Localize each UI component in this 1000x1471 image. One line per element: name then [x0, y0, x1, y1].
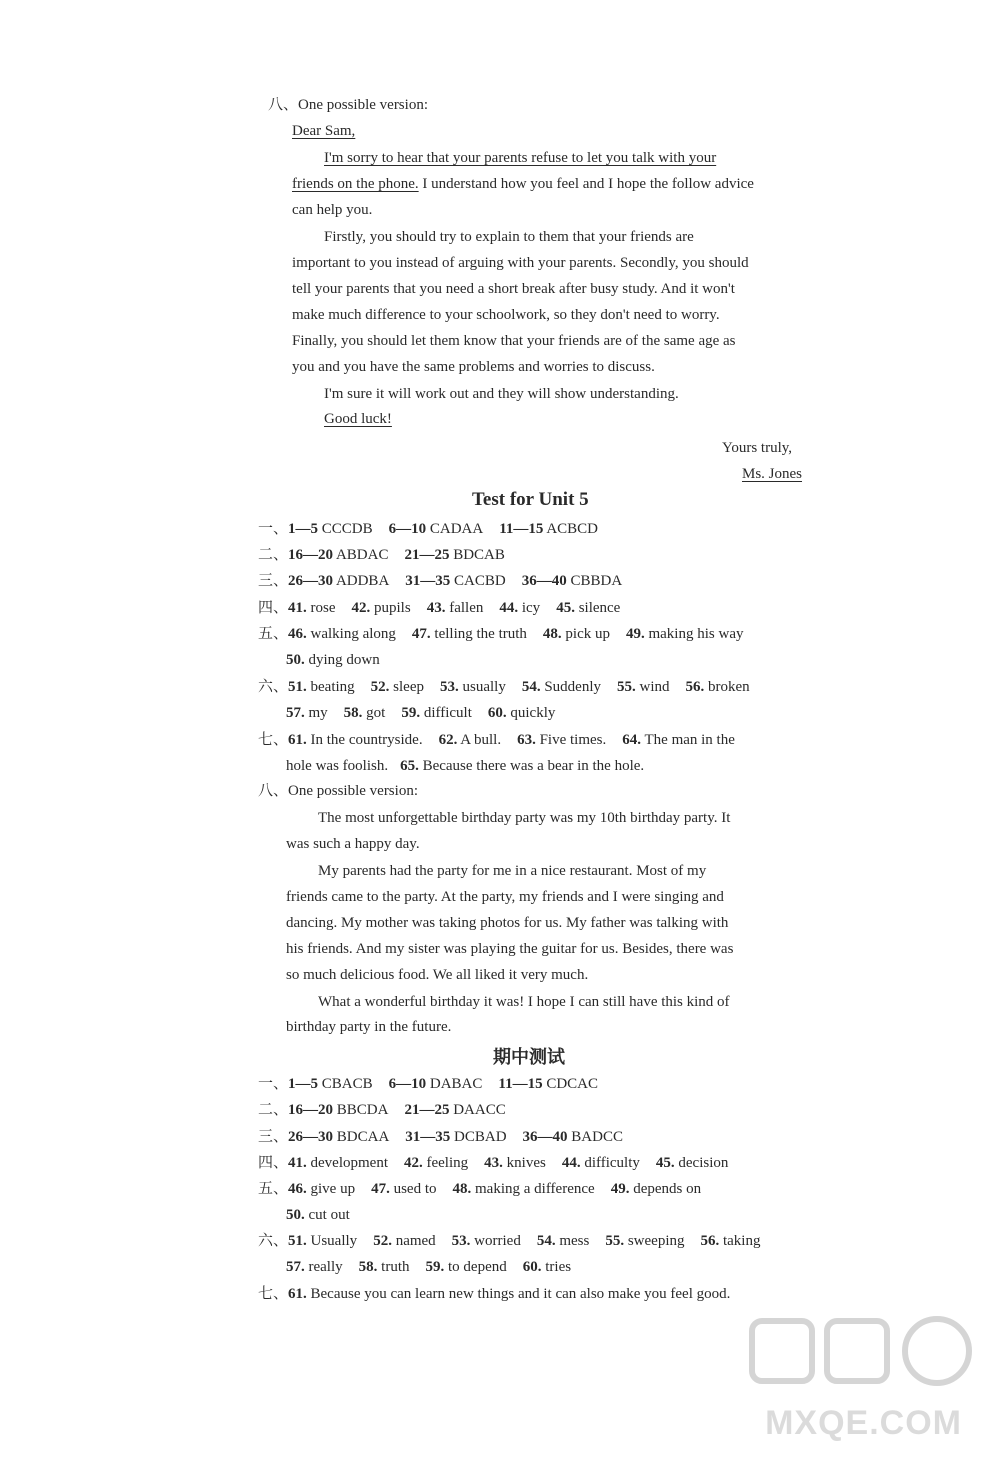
- question-number: 31—35: [405, 573, 451, 589]
- answer-value: named: [391, 1233, 436, 1249]
- answer-value: CADAA: [426, 521, 484, 537]
- answer-group: [405, 1127, 506, 1147]
- letter-p1-line1: [324, 148, 716, 168]
- answer-value: mess: [555, 1233, 590, 1249]
- question-number: 59.: [425, 1259, 445, 1275]
- answer-value: CBBDA: [566, 573, 623, 589]
- question-number: 31—35: [405, 1129, 451, 1145]
- question-number: 41.: [288, 600, 307, 616]
- answer-value: truth: [377, 1259, 410, 1275]
- question-number: 1—5: [288, 1076, 319, 1092]
- question-number: 64.: [622, 732, 642, 748]
- answer-group: [626, 624, 744, 644]
- watermark-logo-icon: [742, 1311, 982, 1411]
- answer-value: fallen: [445, 600, 484, 616]
- answer-value: to depend: [444, 1259, 507, 1275]
- answer-value: The man in the: [641, 732, 735, 748]
- question-number: 44.: [499, 600, 519, 616]
- section-label: 一、: [258, 1076, 289, 1092]
- answer-value: usually: [458, 679, 506, 695]
- answer-group: [405, 571, 505, 591]
- answer-group: [286, 703, 328, 723]
- answer-group: [484, 1153, 546, 1173]
- answer-group: [537, 1231, 590, 1251]
- section-label: 二、: [258, 1102, 289, 1118]
- answer-group: [522, 677, 601, 697]
- answer-group: [622, 730, 735, 750]
- essay-line: birthday party in the future.: [286, 1019, 452, 1035]
- answer-value: wind: [635, 679, 670, 695]
- answer-value: Because there was a bear in the hole.: [418, 758, 645, 774]
- answer-group: [517, 730, 606, 750]
- answer-group: [344, 703, 386, 723]
- text: I understand how you feel and I hope the follow advice: [418, 176, 754, 192]
- section-label: 二、: [258, 547, 289, 563]
- answer-group: [288, 1074, 373, 1094]
- question-number: 55.: [617, 679, 636, 695]
- question-number: 43.: [426, 600, 446, 616]
- answer-group: [371, 1179, 436, 1199]
- answer-group: [288, 1231, 357, 1251]
- question-number: 57.: [286, 1259, 305, 1275]
- answer-group: [426, 1257, 507, 1277]
- question-number: 41.: [288, 1155, 307, 1171]
- answer-group: [686, 677, 750, 697]
- answer-group: [288, 1179, 355, 1199]
- question-number: 52.: [373, 1233, 392, 1249]
- question-number: 47.: [371, 1181, 390, 1197]
- answer-value: telling the truth: [430, 626, 527, 642]
- question-number: 44.: [561, 1155, 581, 1171]
- answer-row: [258, 1153, 736, 1173]
- underlined-text: friends on the phone.: [292, 176, 419, 192]
- section-label: 七、: [258, 1286, 289, 1302]
- section-label: 七、: [258, 732, 289, 748]
- answer-value: worried: [470, 1233, 521, 1249]
- answer-group: [427, 598, 484, 618]
- answer-value: BBCDA: [333, 1102, 389, 1118]
- question-number: 60.: [487, 705, 507, 721]
- answer-group: [400, 756, 644, 776]
- letter-salutation: Dear Sam,: [292, 123, 356, 139]
- section-label: 六、: [258, 679, 289, 695]
- answer-value: walking along: [306, 626, 396, 642]
- section-label: 三、: [258, 1129, 289, 1145]
- question-number: 16—20: [288, 547, 334, 563]
- answer-row: [286, 703, 563, 723]
- essay-line: What a wonderful birthday it was! I hope I can still have this kind of: [318, 994, 730, 1010]
- answer-value: sweeping: [624, 1233, 685, 1249]
- answer-value: DCBAD: [450, 1129, 507, 1145]
- answer-value: feeling: [422, 1155, 469, 1171]
- answer-row: [258, 1284, 738, 1304]
- answer-group: [617, 677, 670, 697]
- question-number: 50.: [286, 1207, 305, 1223]
- letter-p2-line: you and you have the same problems and worries to discuss.: [292, 359, 655, 375]
- answer-value: pick up: [561, 626, 610, 642]
- question-number: 49.: [610, 1181, 630, 1197]
- letter-p2-line: Firstly, you should try to explain to them that your friends are: [324, 229, 694, 245]
- question-number: 11—15: [498, 1076, 543, 1092]
- letter-p1-line2: [292, 174, 754, 194]
- question-number: 57.: [286, 705, 305, 721]
- answer-value: CCCDB: [318, 521, 373, 537]
- answer-group: [700, 1231, 760, 1251]
- question-number: 11—15: [499, 521, 544, 537]
- answer-value: used to: [389, 1181, 437, 1197]
- question-number: 26—30: [288, 1129, 334, 1145]
- section-label: 四、: [258, 1155, 289, 1171]
- answer-row: [286, 1257, 579, 1277]
- question-number: 61.: [288, 732, 307, 748]
- question-number: 59.: [401, 705, 421, 721]
- question-number: 6—10: [388, 1076, 427, 1092]
- question-number: 21—25: [404, 1102, 450, 1118]
- answer-row: [258, 1231, 768, 1251]
- answer-group: [522, 571, 622, 591]
- letter-p2-line: make much difference to your schoolwork, so they don't need to worry.: [292, 307, 720, 323]
- answer-value: pupils: [370, 600, 411, 616]
- answer-group: [453, 1179, 595, 1199]
- answer-row: [258, 571, 630, 591]
- question-number: 63.: [517, 732, 536, 748]
- question-number: 49.: [625, 626, 645, 642]
- question-number: 21—25: [404, 547, 450, 563]
- question-number: 51.: [288, 679, 307, 695]
- question-number: 36—40: [521, 573, 567, 589]
- answer-value: CDCAC: [542, 1076, 599, 1092]
- answer-group: [288, 677, 355, 697]
- letter-signature: Ms. Jones: [742, 466, 803, 482]
- answer-group: [286, 650, 380, 670]
- watermark-text: MXQE.COM: [765, 1404, 962, 1442]
- answer-group: [412, 624, 527, 644]
- answer-value: In the countryside.: [306, 732, 423, 748]
- answer-row: [258, 1127, 631, 1147]
- letter-heading: 八、One possible version:: [268, 97, 428, 113]
- answer-value: sleep: [389, 679, 424, 695]
- question-number: 48.: [452, 1181, 472, 1197]
- answer-group: [288, 624, 396, 644]
- answer-group: [404, 545, 504, 565]
- essay-heading: 八、One possible version:: [258, 783, 418, 799]
- answer-value: decision: [674, 1155, 729, 1171]
- letter-p3: I'm sure it will work out and they will show understanding.: [324, 386, 679, 402]
- answer-group: [288, 519, 373, 539]
- answer-group: [373, 1231, 435, 1251]
- answer-value: difficulty: [580, 1155, 640, 1171]
- answer-row: [258, 730, 743, 750]
- answer-text: hole was foolish.: [286, 758, 389, 774]
- answer-value: ABDAC: [333, 547, 389, 563]
- section-label: 五、: [258, 626, 289, 642]
- answer-row: [286, 650, 388, 670]
- question-number: 1—5: [288, 521, 319, 537]
- answer-group: [523, 1257, 571, 1277]
- question-number: 53.: [440, 679, 459, 695]
- answer-row: [258, 1100, 514, 1120]
- answer-group: [656, 1153, 729, 1173]
- question-number: 48.: [542, 626, 562, 642]
- question-number: 36—40: [522, 1129, 568, 1145]
- answer-value: broken: [704, 679, 750, 695]
- answer-value: rose: [306, 600, 336, 616]
- answer-row: [286, 756, 652, 776]
- question-number: 16—20: [288, 1102, 334, 1118]
- answer-group: [499, 598, 540, 618]
- essay-line: friends came to the party. At the party, my friends and I were singing and: [286, 889, 724, 905]
- question-number: 55.: [605, 1233, 625, 1249]
- question-number: 54.: [521, 679, 541, 695]
- answer-value: making a difference: [471, 1181, 595, 1197]
- answer-value: Five times.: [535, 732, 607, 748]
- answer-row: [258, 1179, 709, 1199]
- answer-group: [499, 519, 598, 539]
- answer-group: [556, 598, 620, 618]
- letter-p2-line: tell your parents that you need a short break after busy study. And it won't: [292, 281, 735, 297]
- question-number: 46.: [288, 1181, 307, 1197]
- answer-value: difficult: [420, 705, 472, 721]
- answer-value: making his way: [644, 626, 744, 642]
- answer-value: ACBCD: [543, 521, 599, 537]
- question-number: 58.: [358, 1259, 378, 1275]
- section-label: 六、: [258, 1233, 289, 1249]
- question-number: 45.: [655, 1155, 675, 1171]
- answer-value: beating: [306, 679, 355, 695]
- answer-value: really: [304, 1259, 343, 1275]
- answer-group: [605, 1231, 684, 1251]
- answer-group: [288, 1153, 388, 1173]
- section-label: 五、: [258, 1181, 289, 1197]
- question-number: 60.: [522, 1259, 542, 1275]
- answer-row: [286, 1205, 358, 1225]
- section-title-unit5: Test for Unit 5: [472, 489, 589, 510]
- answer-value: CBACB: [318, 1076, 373, 1092]
- answer-group: [523, 1127, 623, 1147]
- answer-group: [452, 1231, 521, 1251]
- answer-row: [258, 519, 606, 539]
- question-number: 52.: [370, 679, 390, 695]
- answer-group: [371, 677, 424, 697]
- answer-value: icy: [518, 600, 541, 616]
- answer-row: [258, 624, 751, 644]
- answer-group: [562, 1153, 640, 1173]
- answer-value: taking: [719, 1233, 761, 1249]
- question-number: 56.: [685, 679, 705, 695]
- answer-row: [258, 598, 628, 618]
- answer-value: cut out: [304, 1207, 350, 1223]
- essay-line: dancing. My mother was taking photos for us. My father was talking with: [286, 915, 729, 931]
- answer-group: [404, 1100, 505, 1120]
- essay-line: The most unforgettable birthday party was my 10th birthday party. It: [318, 810, 731, 826]
- essay-line: so much delicious food. We all liked it very much.: [286, 967, 589, 983]
- answer-group: [440, 677, 506, 697]
- question-number: 65.: [400, 758, 419, 774]
- section-label: 四、: [258, 600, 289, 616]
- question-number: 54.: [536, 1233, 556, 1249]
- answer-group: [611, 1179, 701, 1199]
- answer-value: BDCAB: [449, 547, 505, 563]
- essay-line: his friends. And my sister was playing the guitar for us. Besides, there was: [286, 941, 734, 957]
- question-number: 46.: [288, 626, 307, 642]
- question-number: 43.: [484, 1155, 503, 1171]
- letter-p1-line3: can help you.: [292, 202, 373, 218]
- answer-group: [288, 1100, 388, 1120]
- answer-group: [401, 703, 472, 723]
- answer-value: development: [306, 1155, 388, 1171]
- answer-group: [288, 545, 388, 565]
- answer-group: [498, 1074, 598, 1094]
- answer-group: [389, 1074, 483, 1094]
- question-number: 62.: [438, 732, 458, 748]
- question-number: 26—30: [288, 573, 334, 589]
- question-number: 47.: [411, 626, 431, 642]
- letter-p2-line: important to you instead of arguing with your parents. Secondly, you should: [292, 255, 749, 271]
- answer-group: [389, 519, 484, 539]
- answer-group: [286, 1257, 343, 1277]
- answer-value: Suddenly: [540, 679, 602, 695]
- answer-group: [488, 703, 556, 723]
- question-number: 53.: [451, 1233, 471, 1249]
- underlined-text: I'm sorry to hear that your parents refuse to let you talk with your: [324, 150, 717, 166]
- question-number: 50.: [286, 652, 305, 668]
- answer-value: BDCAA: [333, 1129, 390, 1145]
- question-number: 45.: [556, 600, 575, 616]
- answer-value: got: [362, 705, 386, 721]
- answer-value: DABAC: [426, 1076, 483, 1092]
- answer-value: quickly: [506, 705, 556, 721]
- answer-group: [288, 598, 336, 618]
- answer-value: BADCC: [567, 1129, 623, 1145]
- question-number: 56.: [700, 1233, 720, 1249]
- section-label: 一、: [258, 521, 289, 537]
- answer-value: Usually: [306, 1233, 358, 1249]
- answer-value: Because you can learn new things and it can also make you feel good.: [306, 1286, 731, 1302]
- answer-row: [258, 1074, 606, 1094]
- answer-group: [288, 1127, 389, 1147]
- answer-value: CACBD: [450, 573, 506, 589]
- answer-group: [288, 1284, 730, 1304]
- answer-value: tries: [541, 1259, 572, 1275]
- essay-line: My parents had the party for me in a nice restaurant. Most of my: [318, 863, 707, 879]
- answer-group: [543, 624, 610, 644]
- answer-row: [258, 545, 513, 565]
- answer-value: silence: [574, 600, 621, 616]
- answer-value: A bull.: [457, 732, 502, 748]
- answer-value: give up: [306, 1181, 356, 1197]
- answer-group: [359, 1257, 410, 1277]
- answer-value: my: [304, 705, 328, 721]
- answer-group: [288, 571, 389, 591]
- letter-good-luck: Good luck!: [324, 411, 392, 427]
- answer-value: depends on: [629, 1181, 702, 1197]
- answer-value: DAACC: [449, 1102, 506, 1118]
- question-number: 61.: [288, 1286, 307, 1302]
- answer-row: [258, 677, 758, 697]
- answer-group: [288, 730, 423, 750]
- answer-group: [439, 730, 502, 750]
- section-title-midterm: 期中测试: [493, 1047, 565, 1068]
- question-number: 51.: [288, 1233, 307, 1249]
- question-number: 58.: [343, 705, 363, 721]
- question-number: 6—10: [388, 521, 427, 537]
- question-number: 42.: [351, 600, 371, 616]
- watermark-logo: [742, 1311, 982, 1451]
- answer-group: [352, 598, 411, 618]
- answer-group: [404, 1153, 468, 1173]
- answer-value: dying down: [304, 652, 380, 668]
- question-number: 42.: [404, 1155, 423, 1171]
- essay-line: was such a happy day.: [286, 836, 420, 852]
- answer-group: [286, 1205, 350, 1225]
- answer-value: knives: [502, 1155, 546, 1171]
- section-label: 三、: [258, 573, 289, 589]
- letter-p2-line: Finally, you should let them know that your friends are of the same age as: [292, 333, 736, 349]
- letter-closing: Yours truly,: [722, 440, 793, 456]
- answer-value: ADDBA: [333, 573, 390, 589]
